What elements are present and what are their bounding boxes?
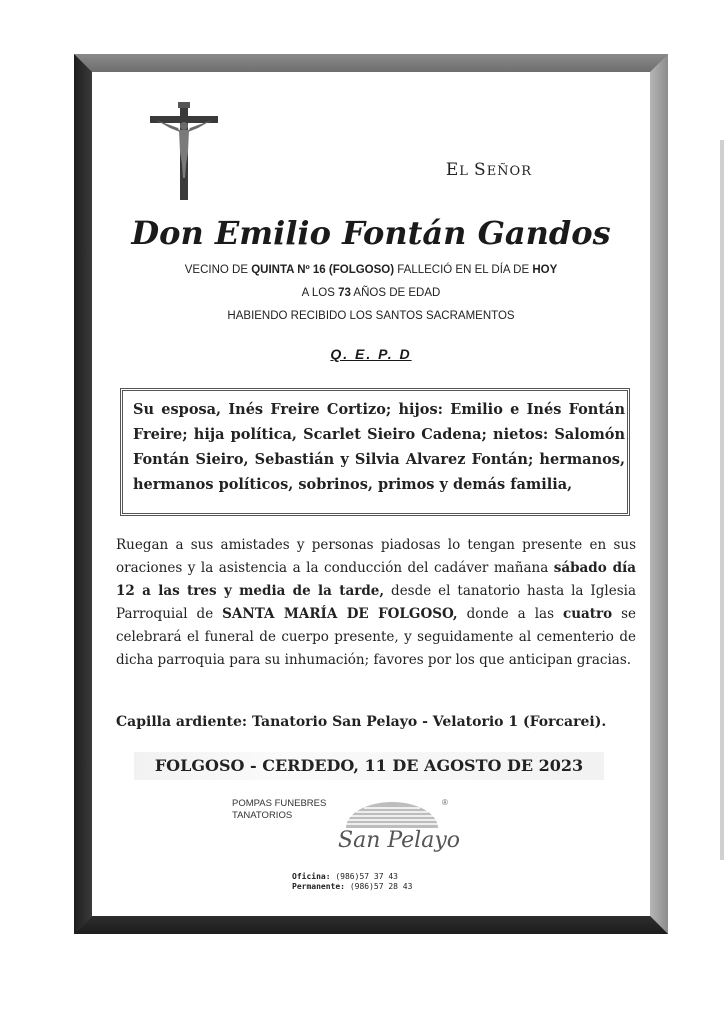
title-el-senor: EL SEÑOR [445,160,532,180]
crucifix-icon [148,102,220,202]
residence-line: VECINO DE QUINTA Nº 16 (FOLGOSO) FALLECIÓ EN EL DÍA DE HOY [184,264,558,276]
registered-mark: ® [442,798,448,807]
funeral-home-services: POMPAS FUNEBRES TANATORIOS [232,798,327,821]
notice-panel [92,72,650,916]
funeral-home-phones: Oficina: (986)57 37 43 Permanente: (986)57 28 43 [292,872,413,891]
frame-bevel-top [74,54,668,72]
frame-bevel-right [650,54,668,934]
deceased-name: Don Emilio Fontán Gandos [131,214,611,252]
frame-bevel-bottom [74,916,668,934]
qepd-label: Q. E. P. D [330,346,412,362]
sunrise-logo-icon [344,800,440,830]
capilla-ardiente: Capilla ardiente: Tanatorio San Pelayo - Velatorio 1 (Forcarei). [116,714,607,730]
funeral-home-block [232,798,472,898]
age-line: A LOS 73 AÑOS DE EDAD [301,287,441,299]
scan-edge [720,140,724,860]
place-date: FOLGOSO - CERDEDO, 11 DE AGOSTO DE 2023 [134,752,604,780]
sacraments-line: HABIENDO RECIBIDO LOS SANTOS SACRAMENTOS [227,310,515,322]
family-box: Su esposa, Inés Freire Cortizo; hijos: Emilio e Inés Fontán Freire; hija política, Scarlet Sieiro Cadena; nietos: Salomón Fontán Sieiro, Sebastián y Silvia Alvarez Fontán; hermanos, hermanos políticos, sobrinos, primos y demás familia, [120,388,630,516]
mourning-frame [74,54,668,934]
funeral-home-logo: San Pelayo [338,828,461,853]
funeral-details: Ruegan a sus amistades y personas piadosas lo tengan presente en sus oraciones y la asistencia a la conducción del cadáver mañana sábado día 12 a las tres y media de la tarde, desde el tanatorio hasta la Iglesia Parroquial de SANTA MARÍA DE FOLGOSO, donde a las cuatro se celebrará el funeral de cuerpo presente, y seguidamente al cementerio de dicha parroquia para su inhumación; favores por los que anticipan gracias. [116,537,636,668]
frame-bevel-left [74,54,92,934]
